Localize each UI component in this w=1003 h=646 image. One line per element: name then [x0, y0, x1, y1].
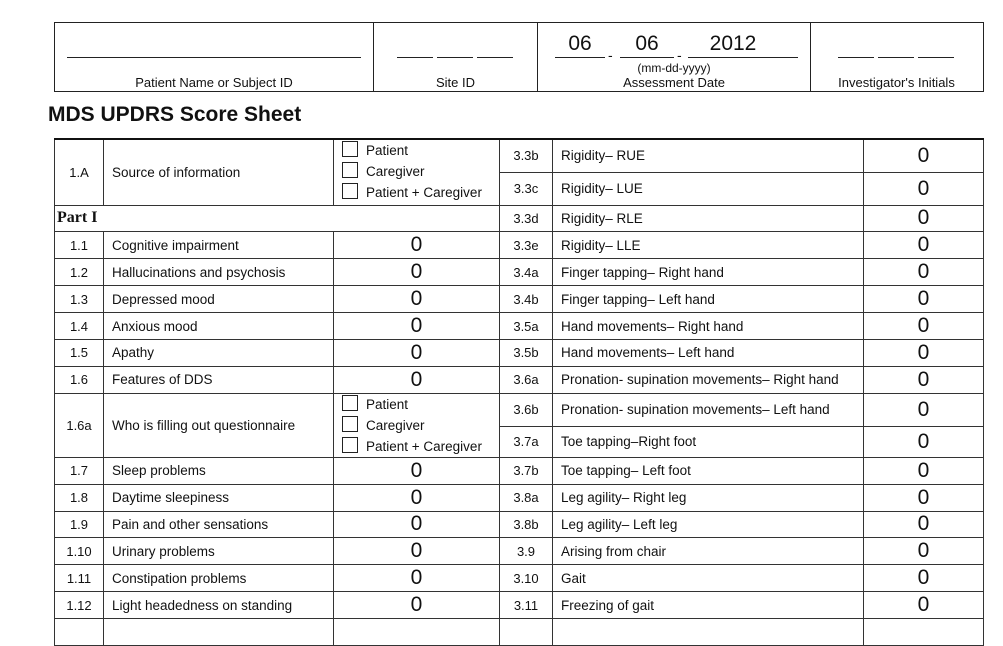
- table-row: [55, 232, 984, 259]
- item-code: 1.1: [69, 237, 89, 253]
- item-score[interactable]: 0: [410, 233, 423, 257]
- left-score-cell[interactable]: [334, 565, 500, 592]
- investigator-cell: [811, 23, 982, 91]
- right-label-cell: [553, 484, 864, 511]
- item-score[interactable]: 0: [917, 458, 930, 482]
- source-label-cell: [104, 139, 334, 205]
- item-score[interactable]: 0: [917, 340, 930, 364]
- left-label-cell: [104, 313, 334, 340]
- right-score-cell[interactable]: [864, 565, 984, 592]
- table-row: [55, 139, 984, 172]
- item-score[interactable]: 0: [410, 314, 423, 337]
- left-label-cell: [104, 232, 334, 259]
- right-label-cell: [553, 205, 864, 232]
- item-label: Hand movements– Right hand: [561, 318, 744, 334]
- site-id-field[interactable]: [397, 57, 433, 58]
- option-label: Caregiver: [366, 417, 425, 433]
- right-label-cell: [553, 393, 864, 427]
- item-code: 1.5: [69, 345, 89, 361]
- right-score-cell[interactable]: [864, 592, 984, 619]
- left-code-cell: [55, 259, 104, 286]
- item-label: Rigidity– RUE: [561, 148, 646, 164]
- item-score[interactable]: 0: [410, 367, 423, 391]
- table-row: [55, 484, 984, 511]
- item-label: Anxious mood: [112, 318, 198, 334]
- header-box: [54, 22, 984, 92]
- item-score[interactable]: 0: [410, 287, 423, 311]
- item-code: 1.2: [69, 264, 89, 280]
- item-score[interactable]: 0: [917, 367, 930, 391]
- right-score-cell[interactable]: [864, 366, 984, 393]
- date-month-value: 06: [568, 32, 592, 55]
- item-score[interactable]: 0: [917, 176, 930, 200]
- item-code: 3.3c: [513, 181, 539, 196]
- part-heading-cell: [55, 205, 500, 232]
- table-row: [55, 511, 984, 538]
- left-label-cell: [104, 565, 334, 592]
- left-code-cell: [55, 484, 104, 511]
- right-score-cell[interactable]: [864, 232, 984, 259]
- item-score[interactable]: 0: [410, 593, 423, 617]
- right-code-cell: [500, 313, 553, 340]
- left-label-cell: [104, 259, 334, 286]
- item-label: Light headedness on standing: [112, 597, 293, 613]
- investigator-initial-field[interactable]: [918, 57, 954, 58]
- left-code-cell: [55, 565, 104, 592]
- item-code: 3.5a: [513, 318, 539, 334]
- right-label-cell: [553, 427, 864, 457]
- left-code-cell: [55, 511, 104, 538]
- item-code: 1.9: [69, 516, 89, 532]
- item-label: Features of DDS: [112, 372, 213, 388]
- left-code-cell: [55, 313, 104, 340]
- item-code: 1.12: [66, 597, 92, 613]
- investigator-initial-field[interactable]: [878, 57, 914, 58]
- right-label-cell: [553, 511, 864, 538]
- table-row: [55, 286, 984, 313]
- item-score[interactable]: 0: [410, 485, 423, 509]
- left-score-cell[interactable]: [334, 232, 500, 259]
- item-label: Cognitive impairment: [112, 237, 239, 253]
- item-code: 3.8b: [513, 516, 539, 532]
- right-score-cell[interactable]: [864, 172, 984, 205]
- item-label: Hallucinations and psychosis: [112, 264, 286, 280]
- right-label-cell: [553, 259, 864, 286]
- assessment-date-cell: [538, 23, 811, 91]
- checkbox-icon[interactable]: [342, 416, 358, 432]
- option-label: Patient: [366, 143, 409, 158]
- right-score-cell[interactable]: [864, 393, 984, 427]
- left-score-cell[interactable]: [334, 366, 500, 393]
- item-score[interactable]: 0: [410, 260, 423, 284]
- patient-id-cell: [55, 23, 374, 91]
- date-separator: -: [608, 47, 613, 63]
- item-score[interactable]: 0: [917, 206, 930, 230]
- table-row: [55, 592, 984, 619]
- investigator-label: Investigator's Initials: [838, 75, 955, 90]
- item-code: 1.3: [69, 291, 89, 307]
- item-label: Rigidity– RLE: [561, 210, 643, 226]
- item-label: Pronation- supination movements– Right hand: [561, 372, 839, 388]
- left-code-cell: [55, 592, 104, 619]
- checkbox-icon[interactable]: [342, 395, 358, 411]
- left-label-cell: [104, 339, 334, 366]
- item-code: 3.8a: [513, 490, 539, 506]
- patient-id-label: Patient Name or Subject ID: [135, 75, 293, 90]
- right-label-cell: [553, 172, 864, 205]
- item-score[interactable]: 0: [917, 429, 930, 453]
- item-score[interactable]: 0: [917, 287, 930, 311]
- table-row: [55, 205, 984, 232]
- item-label: Leg agility– Right leg: [561, 490, 687, 506]
- right-score-cell[interactable]: [864, 205, 984, 232]
- right-code-cell: [500, 592, 553, 619]
- left-score-cell[interactable]: [334, 286, 500, 313]
- left-label-cell: [104, 457, 334, 484]
- left-score-cell[interactable]: [334, 457, 500, 484]
- table-row: [55, 457, 984, 484]
- source-option[interactable]: [342, 182, 499, 203]
- item-score[interactable]: 0: [917, 566, 930, 590]
- site-id-field[interactable]: [477, 57, 513, 58]
- item-score[interactable]: 0: [917, 539, 930, 563]
- item-code: 1.6: [69, 372, 89, 388]
- checkbox-icon[interactable]: [342, 162, 358, 178]
- patient-id-field[interactable]: [67, 57, 361, 58]
- left-code-cell: [55, 339, 104, 366]
- right-label-cell: [553, 339, 864, 366]
- source-option[interactable]: [342, 161, 499, 182]
- source-options-cell: [334, 139, 500, 205]
- item-code: 3.5b: [513, 345, 539, 361]
- right-label-cell: [553, 565, 864, 592]
- who-code-cell: [55, 393, 104, 457]
- item-label: Toe tapping– Left foot: [561, 463, 691, 479]
- right-code-cell: [500, 286, 553, 313]
- item-score[interactable]: 0: [917, 233, 930, 257]
- option-label: Patient: [366, 396, 409, 412]
- right-code-cell: [500, 457, 553, 484]
- right-score-cell[interactable]: [864, 457, 984, 484]
- item-label: Toe tapping–Right foot: [561, 434, 697, 450]
- item-code: 1.6a: [66, 417, 92, 433]
- date-day-field[interactable]: [620, 57, 674, 58]
- left-label-cell: [104, 484, 334, 511]
- date-month-field[interactable]: [555, 57, 605, 58]
- item-label: Gait: [561, 570, 586, 586]
- right-label-cell: [553, 538, 864, 565]
- right-code-cell: [500, 393, 553, 427]
- table-row: [55, 259, 984, 286]
- item-code: 3.7b: [513, 463, 539, 479]
- item-score[interactable]: 0: [410, 539, 423, 563]
- item-label: Finger tapping– Left hand: [561, 291, 715, 307]
- item-code: 1.4: [69, 318, 89, 334]
- right-score-cell[interactable]: [864, 286, 984, 313]
- right-score-cell[interactable]: [864, 484, 984, 511]
- item-code: 3.9: [516, 543, 536, 559]
- left-score-cell[interactable]: [334, 484, 500, 511]
- right-score-cell[interactable]: [864, 511, 984, 538]
- right-code-cell: [500, 511, 553, 538]
- left-score-cell[interactable]: [334, 259, 500, 286]
- right-code-cell: [500, 259, 553, 286]
- left-label-cell: [104, 511, 334, 538]
- item-score[interactable]: 0: [917, 260, 930, 284]
- source-code-cell: [55, 139, 104, 205]
- item-label: Rigidity– LUE: [561, 181, 643, 196]
- item-label: Hand movements– Left hand: [561, 345, 735, 361]
- item-label: Depressed mood: [112, 291, 215, 307]
- item-score[interactable]: 0: [917, 397, 930, 421]
- table-row: [55, 313, 984, 340]
- checkbox-icon[interactable]: [342, 437, 358, 453]
- item-code: 1.10: [66, 543, 92, 559]
- item-label: Apathy: [112, 345, 155, 361]
- page-title: MDS UPDRS Score Sheet: [48, 103, 302, 126]
- left-label-cell: [104, 592, 334, 619]
- item-code: 3.6b: [513, 402, 539, 418]
- checkbox-icon[interactable]: [342, 183, 358, 199]
- left-score-cell[interactable]: [334, 511, 500, 538]
- right-code-cell: [500, 484, 553, 511]
- site-id-cell: [374, 23, 538, 91]
- item-score[interactable]: 0: [917, 314, 930, 337]
- site-id-field[interactable]: [437, 57, 473, 58]
- item-code: 1.11: [66, 570, 92, 586]
- item-label: Finger tapping– Right hand: [561, 264, 724, 280]
- who-option[interactable]: [342, 394, 499, 415]
- right-code-cell: [500, 205, 553, 232]
- item-score[interactable]: 0: [410, 340, 423, 364]
- left-code-cell: [55, 457, 104, 484]
- right-code-cell: [500, 366, 553, 393]
- left-label-cell: [104, 286, 334, 313]
- left-code-cell: [55, 232, 104, 259]
- item-score[interactable]: 0: [917, 143, 930, 167]
- option-label: Caregiver: [366, 164, 425, 179]
- item-code: 1.7: [69, 463, 89, 479]
- item-score[interactable]: 0: [410, 512, 423, 536]
- right-code-cell: [500, 139, 553, 172]
- right-code-cell: [500, 565, 553, 592]
- right-label-cell: [553, 592, 864, 619]
- part-heading: Part I: [57, 209, 98, 227]
- left-label-cell: [104, 366, 334, 393]
- right-label-cell: [553, 366, 864, 393]
- item-label: Pain and other sensations: [112, 516, 269, 532]
- table-row: [55, 339, 984, 366]
- item-score[interactable]: 0: [410, 458, 423, 482]
- date-format-hint: (mm-dd-yyyy): [637, 61, 711, 75]
- item-code: 3.10: [513, 570, 539, 586]
- table-row: [55, 393, 984, 427]
- item-label: Rigidity– LLE: [561, 237, 641, 253]
- item-label: Who is filling out questionnaire: [112, 417, 296, 433]
- checkbox-icon[interactable]: [342, 141, 358, 157]
- left-score-cell[interactable]: [334, 339, 500, 366]
- option-label: Patient + Caregiver: [366, 438, 482, 454]
- assessment-date-label: Assessment Date: [623, 75, 725, 90]
- right-code-cell: [500, 172, 553, 205]
- item-score[interactable]: 0: [410, 566, 423, 590]
- date-separator: -: [677, 47, 682, 63]
- item-code: 3.4b: [513, 291, 539, 307]
- item-label: Daytime sleepiness: [112, 490, 230, 506]
- item-code: 1.A: [69, 164, 89, 180]
- right-code-cell: [500, 232, 553, 259]
- item-label: Leg agility– Left leg: [561, 516, 678, 532]
- item-code: 3.3b: [513, 148, 539, 164]
- right-label-cell: [553, 313, 864, 340]
- right-code-cell: [500, 427, 553, 457]
- item-code: 1.8: [69, 490, 89, 506]
- right-label-cell: [553, 139, 864, 172]
- right-score-cell[interactable]: [864, 427, 984, 457]
- right-code-cell: [500, 339, 553, 366]
- left-label-cell: [104, 538, 334, 565]
- right-score-cell[interactable]: [864, 259, 984, 286]
- left-score-cell[interactable]: [334, 538, 500, 565]
- date-year-value: 2012: [709, 32, 757, 55]
- who-option[interactable]: [342, 436, 499, 457]
- item-code: 3.11: [513, 597, 539, 613]
- item-label: Urinary problems: [112, 543, 215, 559]
- left-code-cell: [55, 538, 104, 565]
- right-label-cell: [553, 286, 864, 313]
- item-label: Pronation- supination movements– Left hand: [561, 402, 830, 418]
- right-score-cell[interactable]: [864, 339, 984, 366]
- site-id-label: Site ID: [435, 75, 475, 90]
- item-code: 3.3e: [513, 237, 539, 253]
- right-score-cell[interactable]: [864, 538, 984, 565]
- item-score[interactable]: 0: [917, 485, 930, 509]
- investigator-initial-field[interactable]: [838, 57, 874, 58]
- item-score[interactable]: 0: [917, 512, 930, 536]
- left-score-cell[interactable]: [334, 313, 500, 340]
- item-code: 3.7a: [513, 434, 539, 450]
- table-row: [55, 619, 984, 646]
- item-score[interactable]: 0: [917, 593, 930, 617]
- right-label-cell: [553, 457, 864, 484]
- item-label: Freezing of gait: [561, 597, 655, 613]
- item-label: Arising from chair: [561, 543, 667, 559]
- table-row: [55, 565, 984, 592]
- item-label: Constipation problems: [112, 570, 247, 586]
- item-label: Source of information: [112, 164, 241, 180]
- item-label: Sleep problems: [112, 463, 206, 479]
- table-row: [55, 538, 984, 565]
- source-option[interactable]: [342, 140, 499, 161]
- right-score-cell[interactable]: [864, 313, 984, 340]
- who-label-cell: [104, 393, 334, 457]
- right-code-cell: [500, 538, 553, 565]
- date-day-value: 06: [635, 32, 659, 55]
- who-option[interactable]: [342, 415, 499, 436]
- item-code: 3.3d: [513, 210, 539, 226]
- left-code-cell: [55, 286, 104, 313]
- left-code-cell: [55, 366, 104, 393]
- who-options-cell: [334, 393, 500, 457]
- right-score-cell[interactable]: [864, 139, 984, 172]
- item-code: 3.6a: [513, 372, 539, 388]
- table-row: [55, 366, 984, 393]
- option-label: Patient + Caregiver: [366, 185, 482, 200]
- date-year-field[interactable]: [688, 57, 798, 58]
- left-score-cell[interactable]: [334, 592, 500, 619]
- right-label-cell: [553, 232, 864, 259]
- item-code: 3.4a: [513, 264, 539, 280]
- score-table: [54, 138, 984, 646]
